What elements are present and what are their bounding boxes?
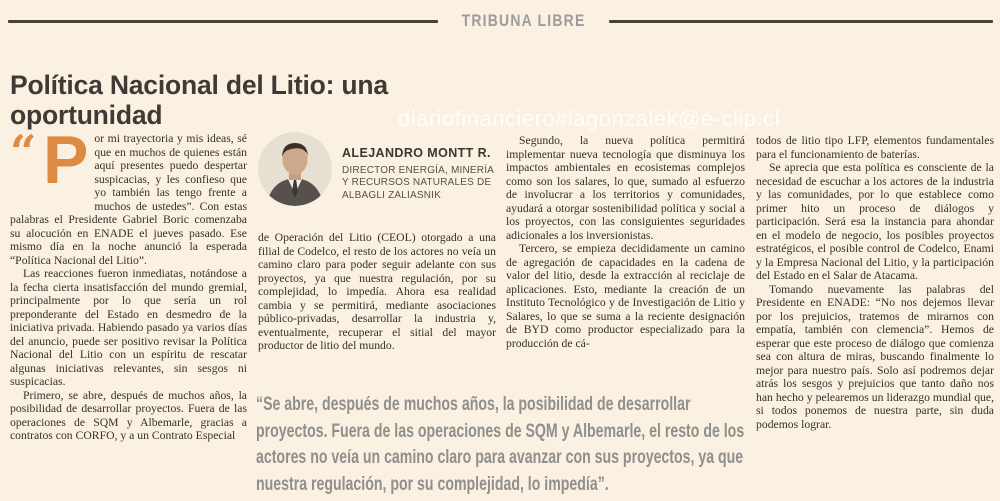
- article-paragraph: Segundo, la nueva política permitirá implementar nueva tecnología que disminuya los impactos ambientales en ecosistemas complejos como son los salares, lo que, sumado al esfuerzo de involucrar a los territorios y comunidades, ayudará a otorgar sostenibilidad política y social a los proyectos, con las consiguientes seguridades adicionales a los inversionistas.: [506, 134, 745, 242]
- watermark-text: diariofinanciero#lagonzalek@e-clip.cl: [398, 106, 781, 131]
- article-paragraph: Tomando nuevamente las palabras del Presidente en ENADE: “No nos dejemos llevar por los prejuicios, tratemos de mirarnos con empatía, también con clemencia”. Hemos de esperar que este proceso de diálogo que comienza sea con altura de miras, buscando finalmente lo mejor para nuestro país. Solo así podremos dejar atrás los sesgos y prejuicios que tanto daño nos han hecho y pelearemos un liderazgo mundial que, si todos ponemos de nuestra parte, sin duda podemos lograr.: [756, 282, 994, 431]
- article-paragraph: todos de litio tipo LFP, elementos fundamentales para el funcionamiento de baterías.: [756, 134, 994, 161]
- article-title: Política Nacional del Litio: una oportunidad: [10, 69, 388, 130]
- author-photo: [258, 132, 332, 206]
- author-block: [258, 132, 496, 220]
- header-rule-left: [8, 20, 438, 23]
- article-lead-paragraph: [10, 122, 247, 267]
- article-paragraph: Las reacciones fueron inmediatas, notándose a la fecha cierta insatisfacción del mundo gremial, principalmente por lo que sería un rol preponderante del Estado en desmedro de la iniciativa privada. Habiendo pasado ya varios días del anuncio, puede ser positivo revisar la Política Nacional del Litio con un espíritu de rescatar algunas iniciativas relevantes, sin sesgos ni suspicacias.: [10, 267, 247, 388]
- drop-cap: P: [43, 122, 89, 198]
- article-column-3: [506, 134, 745, 350]
- article-column-1: [10, 122, 247, 443]
- article-column-4: [756, 134, 994, 431]
- author-portrait-image: [258, 132, 332, 206]
- author-role: DIRECTOR ENERGÍA, MINERÍA Y RECURSOS NATURALES DE ALBAGLI ZALIASNIK: [342, 164, 494, 201]
- section-header: [8, 11, 993, 31]
- article-paragraph: Se aprecia que esta política es consciente de la necesidad de escuchar a los actores de la industria y las comunidades, por lo que establece como primer hito un proceso de diálogos y participación. Será esa la instancia para ahondar en el modelo de negocio, los posibles proyectos estratégicos, el posible control de Codelco, Enami y la Empresa Nacional del Litio, y la participación del Estado en el Salar de Atacama.: [756, 161, 994, 282]
- article-column-2: [258, 132, 496, 353]
- author-meta: [342, 132, 500, 202]
- header-rule-right: [609, 20, 993, 23]
- pull-quote: [256, 391, 756, 501]
- opening-quote-mark: “: [10, 125, 37, 179]
- paragraph-text: or mi trayectoria y mis ideas, sé que en muchos de quienes están aquí presentes puedo despertar suspicacias, y les confieso que yo también las tengo frente a muchos de ustedes”. Con estas palabras el Presidente Gabriel Boric comenzaba su alocución en ENADE el jueves pasado. Ese mismo día en la noche anunció la esperada “Política Nacional del Litio”.: [10, 132, 247, 267]
- article-paragraph: Tercero, se empieza decididamente un camino de agregación de capacidades en la cadena de valor del litio, desde la extracción al reciclaje de aplicaciones. Esto, mediante la creación de un Instituto Tecnológico y de Investigación de Litio y Salares, lo que se suma a la reciente designación de BYD como productor especializado para la producción de cá-: [506, 242, 745, 350]
- author-name: ALEJANDRO MONTT R.: [342, 146, 491, 160]
- section-kicker: TRIBUNA LIBRE: [461, 11, 586, 30]
- pull-quote-text: “Se abre, después de muchos años, la posibilidad de desarrollar proyectos. Fuera de las operaciones de SQM y Albemarle, el resto de los actores no veía un camino claro para avanzar con sus proyectos, ya que nuestra regulación, por su complejidad, lo impedía”.: [256, 393, 745, 495]
- article-paragraph: Primero, se abre, después de muchos años, la posibilidad de desarrollar proyectos. Fuera de las operaciones de SQM y Albemarle, gracias a contratos con CORFO, y a un Contrato Especial: [10, 388, 247, 442]
- article-paragraph: de Operación del Litio (CEOL) otorgado a una filial de Codelco, el resto de los actores no veía un camino claro para poder seguir adelante con sus proyectos, ya que nuestra regulación, por su complejidad, lo impedía. Ahora esa realidad cambia y se permitirá, mediante asociaciones público-privadas, desarrollar la industria y, eventualmente, recuperar el sitial del mayor productor de litio del mundo.: [258, 231, 496, 352]
